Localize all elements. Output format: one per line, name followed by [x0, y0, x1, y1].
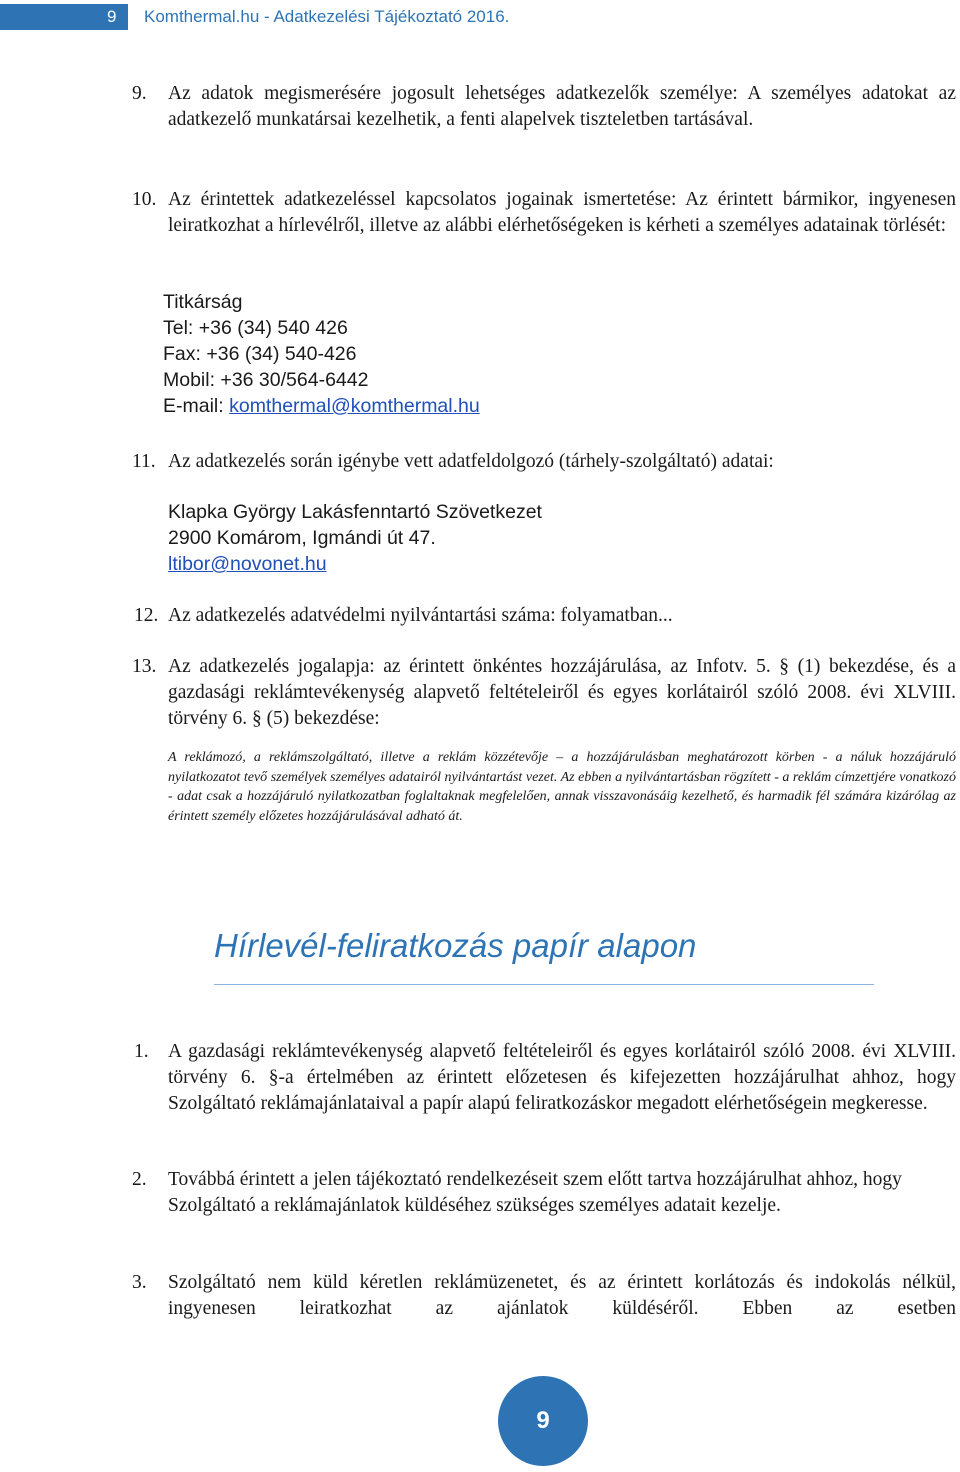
section-number: 10. [132, 189, 157, 210]
section-text: Az érintettek adatkezeléssel kapcsolatos jogainak ismertetése: Az érintett bármikor, ingyenesen leiratkozhat a hírlevélről, illetve az alábbi elérhetőségeken is kérheti a személyes adatainak törlését: [168, 189, 956, 236]
list-number: 2. [132, 1169, 147, 1190]
list-text: Szolgáltató nem küld kéretlen reklámüzenetet, és az érintett korlátozás és indokolás nélkül, ingyenesen leiratkozhat az ajánlatok küldéséről. Ebben az esetben [168, 1272, 956, 1319]
contact-mobil: Mobil: +36 30/564-6442 [163, 369, 369, 391]
list-text: A gazdasági reklámtevékenység alapvető feltételeiről és egyes korlátairól szóló 2008. évi XLVIII. törvény 6. §-a értelmében az érintett előzetesen és kifejezetten hozzájárulhat ahhoz, hogy Szolgáltató reklámajánlataival a papír alapú feliratkozáskor megadott elérhetőségein megkeresse. [168, 1041, 956, 1114]
section-heading: Hírlevél-feliratkozás papír alapon [214, 927, 697, 964]
section-number: 9. [132, 83, 147, 104]
page-number-badge: 9 [498, 1376, 588, 1466]
heading-underline [214, 984, 874, 985]
page-header [0, 0, 960, 34]
list-number: 1. [134, 1041, 149, 1062]
list-text: Továbbá érintett a jelen tájékoztató rendelkezéseit szem előtt tartva hozzájárulhat ahhoz, hogy Szolgáltató a reklámajánlatok küldéséhez szükséges személyes adatait kezelje. [168, 1169, 902, 1216]
processor-address: 2900 Komárom, Igmándi út 47. [168, 527, 436, 549]
contact-email-link[interactable]: komthermal@komthermal.hu [229, 395, 480, 417]
contact-fax: Fax: +36 (34) 540-426 [163, 343, 357, 365]
processor-email-row [168, 551, 327, 577]
contact-email-label: E-mail: [163, 395, 230, 417]
section-number: 12. [134, 605, 159, 626]
section-number: 11. [132, 451, 156, 472]
contact-name: Titkárság [163, 291, 243, 313]
section-number: 13. [132, 656, 157, 677]
law-quote: A reklámozó, a reklámszolgáltató, illetve a reklám közzétevője – a hozzájárulásban meghatározott körben - a náluk hozzájáruló nyilatkozatot tevő személyek személyes adatairól nyilvántartást vezet. Az ebben a nyilvántartásban rögzített - a reklám címzettjére vonatkozó - adat csak a hozzájáruló nyilatkozatban foglaltaknak megfelelően, annak visszavonásáig kezelhető, és harmadik fél számára kizárólag az érintett személy előzetes hozzájárulásával adható át. [168, 750, 956, 824]
section-text: Az adatkezelés adatvédelmi nyilvántartási száma: folyamatban... [168, 605, 673, 626]
section-text: Az adatkezelés jogalapja: az érintett önkéntes hozzájárulása, az Infotv. 5. § (1) bekezdése, és a gazdasági reklámtevékenység alapvető feltételeiről és egyes korlátairól szóló 2008. évi XLVIII. törvény 6. § (5) bekezdése: [168, 656, 956, 729]
header-title: Komthermal.hu - Adatkezelési Tájékoztató 2016. [144, 7, 510, 26]
header-page-number: 9 [0, 4, 128, 30]
section-text: Az adatkezelés során igénybe vett adatfeldolgozó (tárhely-szolgáltató) adatai: [168, 451, 774, 472]
contact-tel: Tel: +36 (34) 540 426 [163, 317, 348, 339]
processor-name: Klapka György Lakásfenntartó Szövetkezet [168, 501, 542, 523]
section-text: Az adatok megismerésére jogosult lehetséges adatkezelők személye: A személyes adatokat az adatkezelő munkatársai kezelhetik, a fenti alapelvek tiszteletben tartásával. [168, 83, 956, 130]
contact-email-row [163, 393, 480, 419]
list-number: 3. [132, 1272, 147, 1293]
processor-email-link[interactable]: ltibor@novonet.hu [168, 553, 327, 575]
